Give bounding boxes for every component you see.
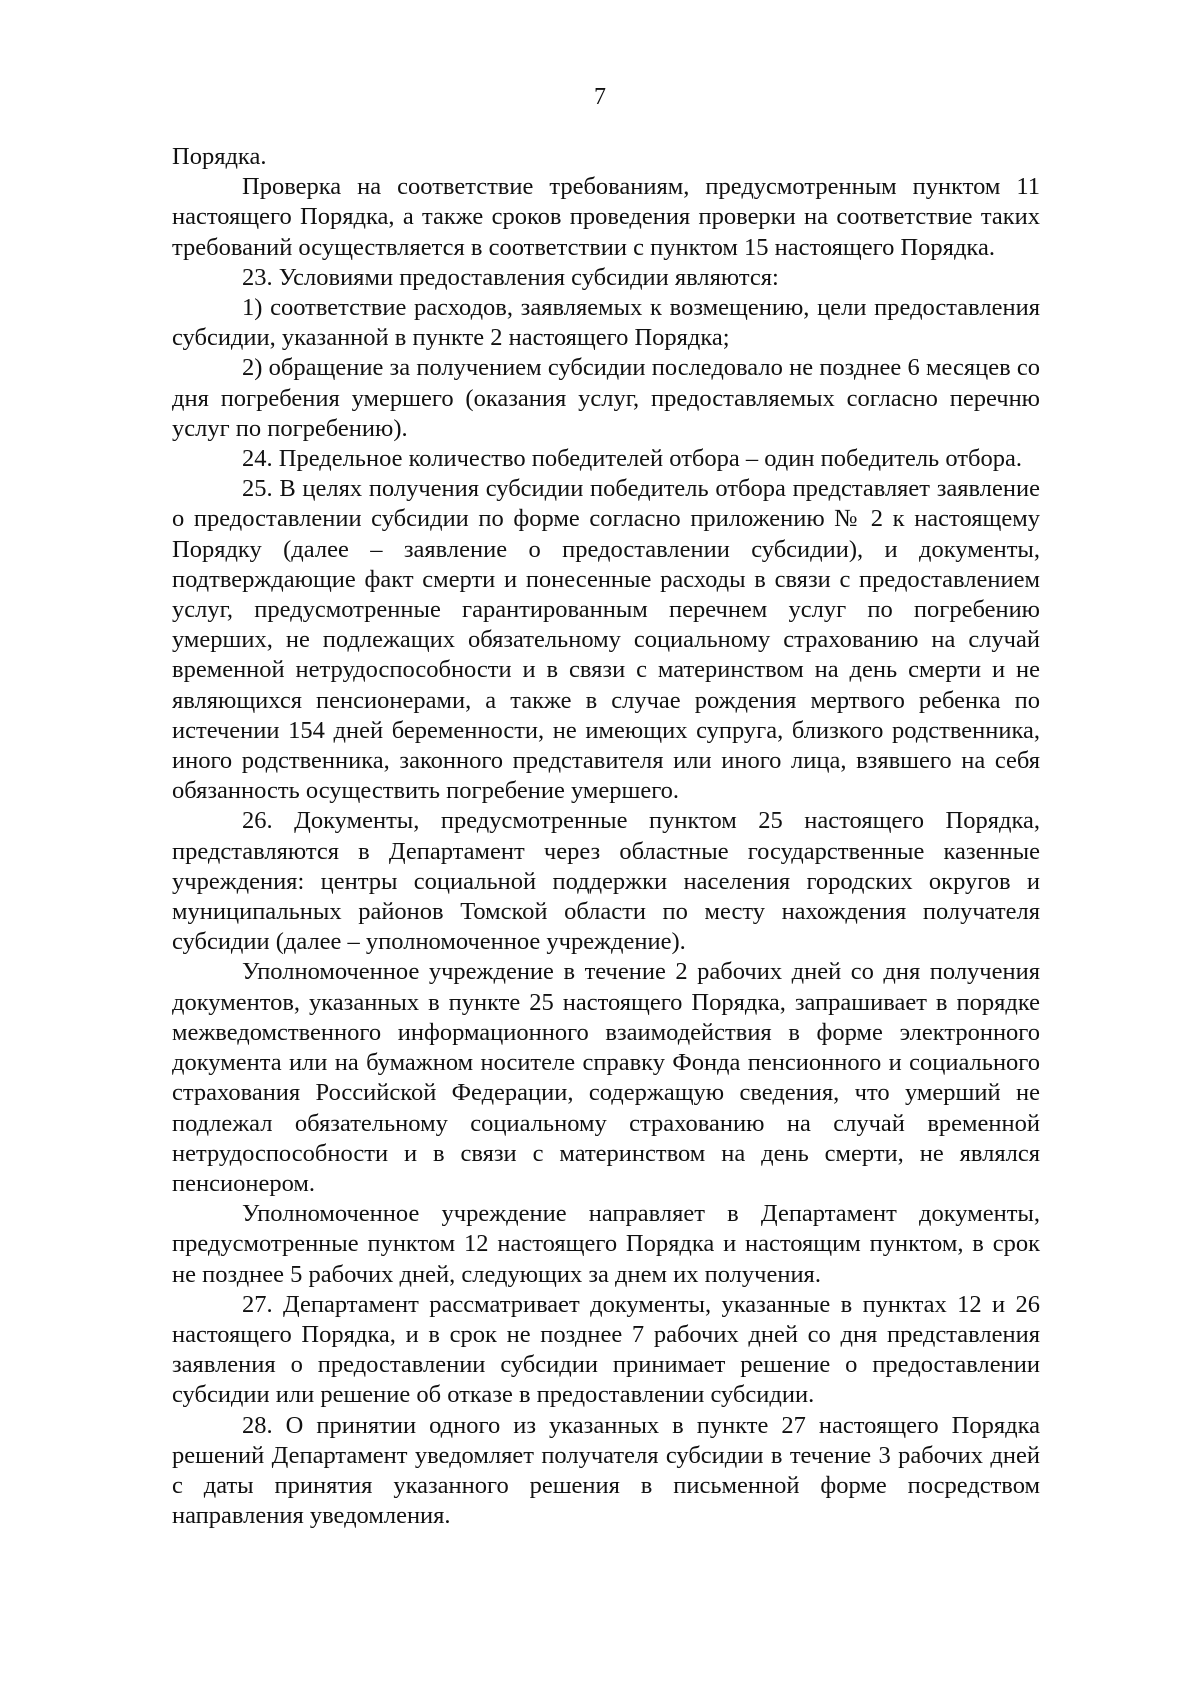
document-body [172,142,1040,1531]
paragraph: Уполномоченное учреждение направляет в Департамент документы, предусмотренные пунктом 12 настоящего Порядка и настоящим пунктом, в срок не позднее 5 рабочих дней, следующих за днем их получения. [172,1200,1040,1288]
paragraph: 2) обращение за получением субсидии последовало не позднее 6 месяцев со дня погребения умершего (оказания услуг, предоставляемых согласно перечню услуг по погребению). [172,354,1040,442]
paragraph: 28. О принятии одного из указанных в пункте 27 настоящего Порядка решений Департамент уведомляет получателя субсидии в течение 3 рабочих дней с даты принятия указанного решения в письменной форме посредством направления уведомления. [172,1411,1040,1530]
paragraph: 1) соответствие расходов, заявляемых к возмещению, цели предоставления субсидии, указанной в пункте 2 настоящего Порядка; [172,294,1040,352]
paragraph: 24. Предельное количество победителей отбора – один победитель отбора. [242,445,1022,473]
paragraph: 27. Департамент рассматривает документы, указанные в пунктах 12 и 26 настоящего Порядка, и в срок не позднее 7 рабочих дней со дня представления заявления о предоставлении субсидии принимает решение о предоставлении субсидии или решение об отказе в предоставлении субсидии. [172,1290,1040,1409]
paragraph: Проверка на соответствие требованиям, предусмотренным пунктом 11 настоящего Порядка, а также сроков проведения проверки на соответствие таких требований осуществляется в соответствии с пунктом 15 настоящего Порядка. [172,173,1040,261]
page-number: 7 [594,84,606,110]
paragraph: 23. Условиями предоставления субсидии являются: [242,263,779,291]
paragraph: 26. Документы, предусмотренные пунктом 25 настоящего Порядка, представляются в Департамент через областные государственные казенные учреждения: центры социальной поддержки населения городских округов и муниципальных районов Томской области по месту нахождения получателя субсидии (далее – уполномоченное учреждение). [172,807,1040,956]
paragraph: 25. В целях получения субсидии победитель отбора представляет заявление о предоставлении субсидии по форме согласно приложению № 2 к настоящему Порядку (далее – заявление о предоставлении субсидии), и документы, подтверждающие факт смерти и понесенные расходы в связи с предоставлением услуг, предусмотренные гарантированным перечнем услуг по погребению умерших, не подлежащих обязательному социальному страхованию на случай временной нетрудоспособности и в связи с материнством на день смерти и не являющихся пенсионерами, а также в случае рождения мертвого ребенка по истечении 154 дней беременности, не имеющих супруга, близкого родственника, иного родственника, законного представителя или иного лица, взявшего на себя обязанность осуществить погребение умершего. [172,475,1040,805]
paragraph: Порядка. [172,143,267,170]
paragraph: Уполномоченное учреждение в течение 2 рабочих дней со дня получения документов, указанных в пункте 25 настоящего Порядка, запрашивает в порядке межведомственного информационного взаимодействия в форме электронного документа или на бумажном носителе справку Фонда пенсионного и социального страхования Российской Федерации, содержащую сведения, что умерший не подлежал обязательному социальному страхованию на случай временной нетрудоспособности и в связи с материнством на день смерти, не являлся пенсионером. [172,958,1040,1197]
